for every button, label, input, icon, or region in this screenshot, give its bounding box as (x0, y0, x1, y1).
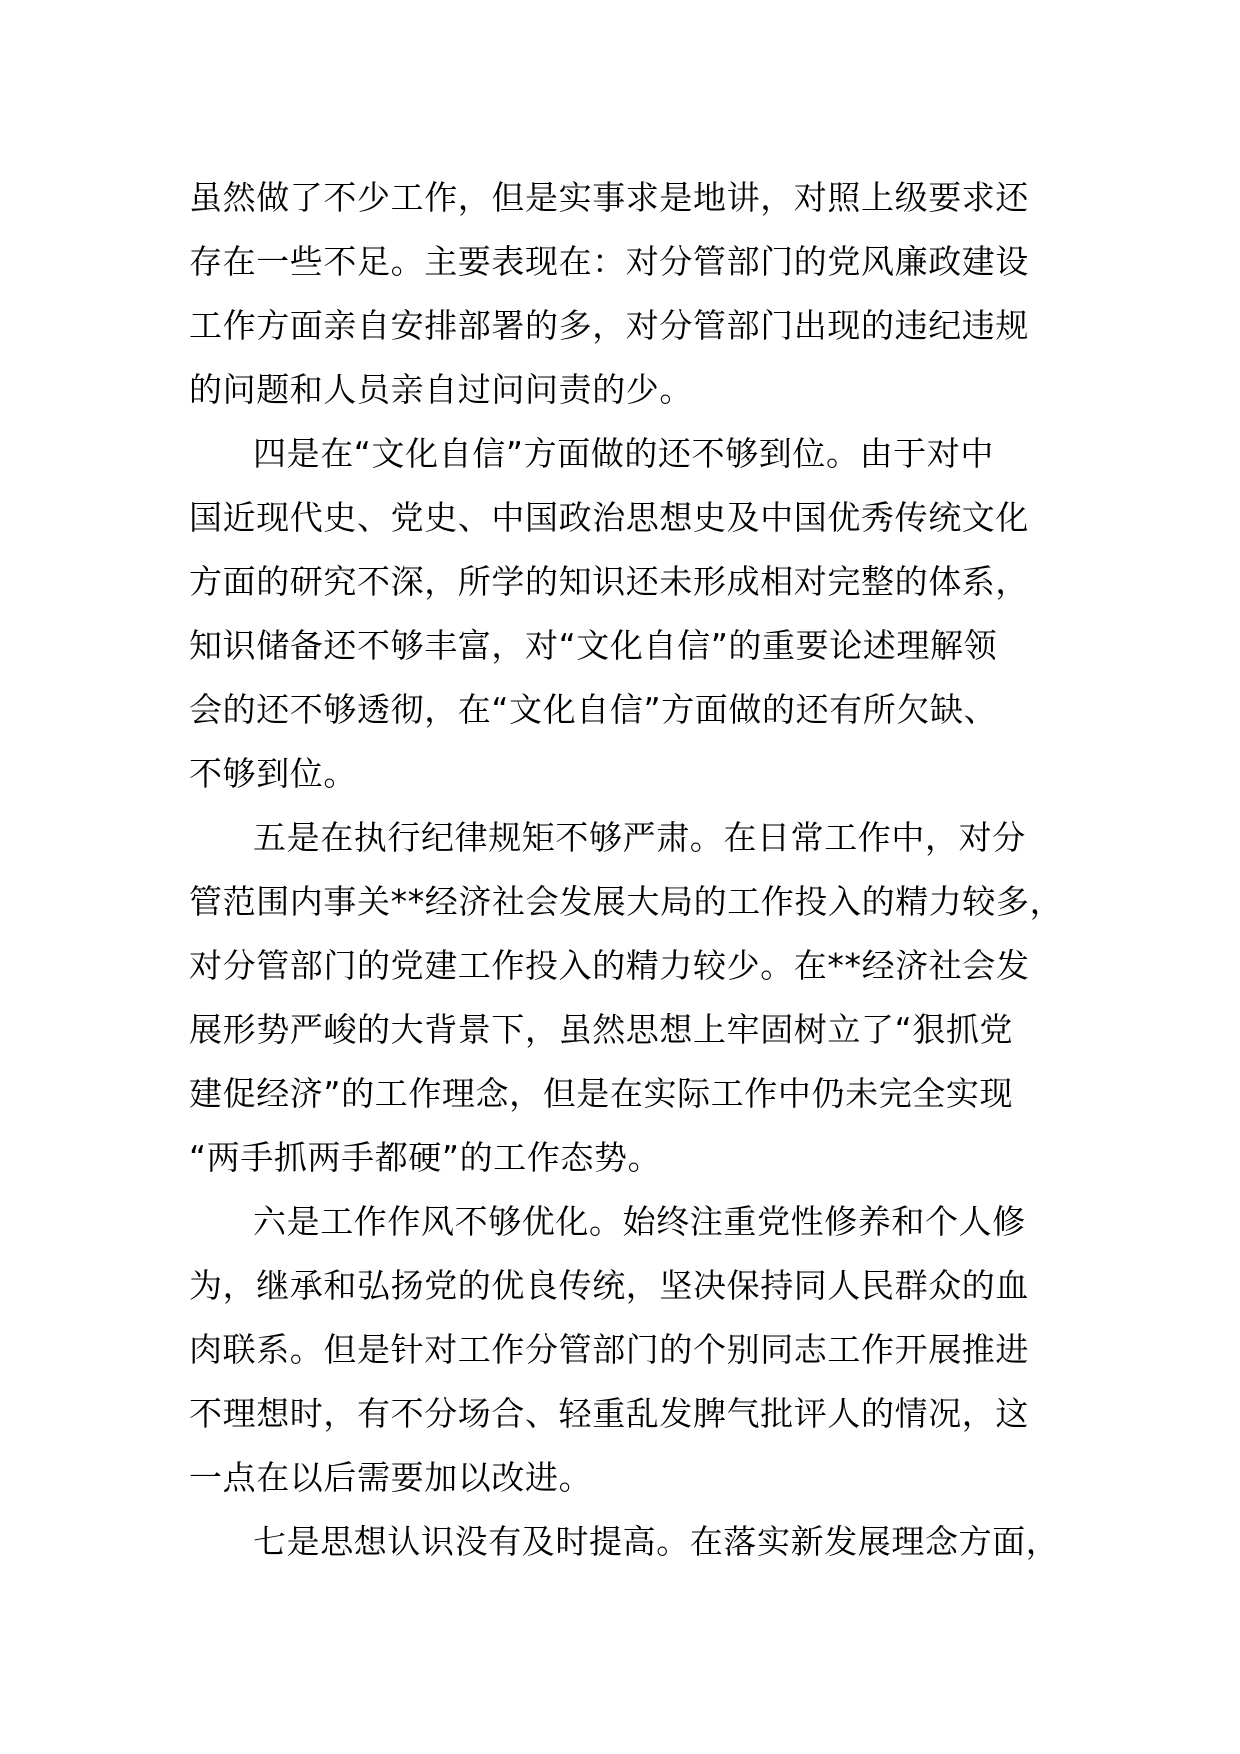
body-text-line: 展形势严峻的大背景下，虽然思想上牢固树立了“狠抓党 (189, 1010, 1014, 1049)
body-text-line: 肉联系。但是针对工作分管部门的个别同志工作开展推进 (189, 1330, 1029, 1369)
body-text-line: 国近现代史、党史、中国政治思想史及中国优秀传统文化 (189, 498, 1029, 537)
body-text-line: 工作方面亲自安排部署的多，对分管部门出现的违纪违规 (189, 306, 1029, 345)
body-text-line: 管范围内事关**经济社会发展大局的工作投入的精力较多， (189, 882, 1064, 921)
body-text-line: 会的还不够透彻，在“文化自信”方面做的还有所欠缺、 (189, 690, 998, 729)
body-text-line: 的问题和人员亲自过问问责的少。 (189, 370, 693, 409)
body-text-line: “两手抓两手都硬”的工作态势。 (189, 1138, 662, 1177)
body-text-line: 存在一些不足。主要表现在：对分管部门的党风廉政建设 (189, 242, 1029, 281)
paragraph-heading-line: 四是在“文化自信”方面做的还不够到位。由于对中 (253, 434, 994, 473)
body-text-line: 建促经济”的工作理念，但是在实际工作中仍未完全实现 (189, 1074, 1014, 1113)
body-text-line: 虽然做了不少工作，但是实事求是地讲，对照上级要求还 (189, 178, 1029, 217)
body-text-line: 一点在以后需要加以改进。 (189, 1458, 593, 1497)
body-text-line: 方面的研究不深，所学的知识还未形成相对完整的体系， (189, 562, 1029, 601)
body-text-line: 知识储备还不够丰富，对“文化自信”的重要论述理解领 (189, 626, 998, 665)
paragraph-heading-line: 七是思想认识没有及时提高。在落实新发展理念方面， (253, 1522, 1060, 1561)
body-text-line: 为，继承和弘扬党的优良传统，坚决保持同人民群众的血 (189, 1266, 1029, 1305)
body-text-line: 对分管部门的党建工作投入的精力较少。在**经济社会发 (189, 946, 1030, 985)
body-text-line: 不理想时，有不分场合、轻重乱发脾气批评人的情况，这 (189, 1394, 1029, 1433)
paragraph-heading-line: 五是在执行纪律规矩不够严肃。在日常工作中，对分 (253, 818, 1026, 857)
paragraph-heading-line: 六是工作作风不够优化。始终注重党性修养和个人修 (253, 1202, 1026, 1241)
body-text-line: 不够到位。 (189, 754, 357, 793)
